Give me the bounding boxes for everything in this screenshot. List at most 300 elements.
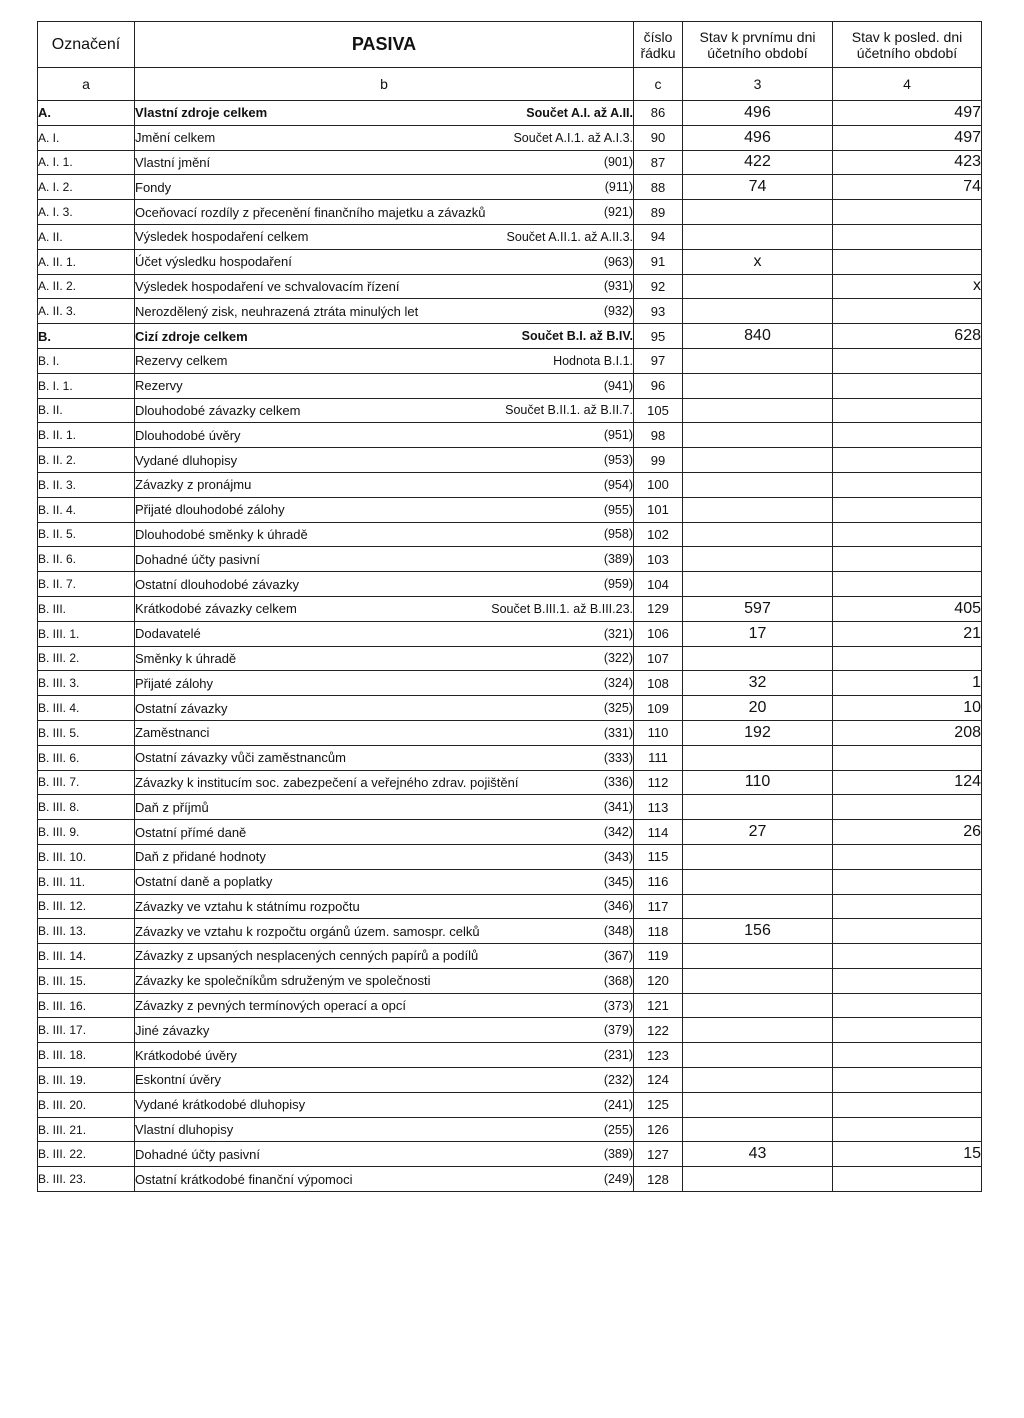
row-code: B. III. 7. [38, 770, 135, 795]
row-name-cell [135, 894, 634, 919]
row-code: B. [38, 324, 135, 349]
row-value-last-day [833, 472, 982, 497]
row-value-last-day: 497 [833, 125, 982, 150]
row-code: B. III. 18. [38, 1043, 135, 1068]
row-name: Závazky ve vztahu k státnímu rozpočtu [135, 898, 360, 914]
row-name-cell [135, 448, 634, 473]
row-value-last-day [833, 745, 982, 770]
row-value-last-day [833, 968, 982, 993]
row-account-ref: (331) [603, 725, 633, 740]
row-name: Ostatní daně a poplatky [135, 874, 273, 890]
row-account-ref: (345) [603, 874, 633, 889]
row-value-first-day: 27 [683, 820, 833, 845]
table-row [38, 547, 982, 572]
row-code: B. II. 1. [38, 423, 135, 448]
row-name-cell [135, 795, 634, 820]
table-row [38, 919, 982, 944]
row-name-cell [135, 844, 634, 869]
row-code: A. I. [38, 125, 135, 150]
row-code: B. III. 16. [38, 993, 135, 1018]
row-number: 92 [634, 274, 683, 299]
row-code: B. III. [38, 596, 135, 621]
header-oznaceni: Označení [38, 22, 135, 68]
row-value-first-day [683, 472, 833, 497]
table-row [38, 572, 982, 597]
table-row [38, 200, 982, 225]
row-code: A. I. 3. [38, 200, 135, 225]
table-row [38, 795, 982, 820]
row-value-first-day [683, 869, 833, 894]
table-body [38, 101, 982, 1192]
row-code: A. II. 3. [38, 299, 135, 324]
row-value-last-day [833, 1068, 982, 1093]
table-row [38, 596, 982, 621]
row-name: Dlouhodobé směnky k úhradě [135, 526, 308, 542]
row-value-last-day [833, 944, 982, 969]
row-value-last-day [833, 894, 982, 919]
table-row [38, 522, 982, 547]
row-number: 124 [634, 1068, 683, 1093]
row-name-cell [135, 671, 634, 696]
header-row [38, 22, 982, 68]
row-value-last-day [833, 299, 982, 324]
row-value-first-day [683, 1167, 833, 1192]
row-value-last-day: x [833, 274, 982, 299]
table-row [38, 1167, 982, 1192]
row-name: Ostatní závazky vůči zaměstnancům [135, 750, 346, 766]
row-value-first-day [683, 348, 833, 373]
row-number: 88 [634, 175, 683, 200]
row-value-last-day [833, 448, 982, 473]
row-name-cell [135, 200, 634, 225]
row-value-last-day: 21 [833, 621, 982, 646]
subheader-4: 4 [833, 68, 982, 101]
row-value-last-day [833, 1167, 982, 1192]
row-number: 126 [634, 1117, 683, 1142]
row-account-ref: (373) [603, 998, 633, 1013]
row-value-last-day [833, 200, 982, 225]
row-account-ref: (325) [603, 701, 633, 716]
row-number: 103 [634, 547, 683, 572]
row-code: B. II. 7. [38, 572, 135, 597]
row-code: B. III. 20. [38, 1092, 135, 1117]
row-number: 97 [634, 348, 683, 373]
row-code: B. III. 17. [38, 1018, 135, 1043]
row-name: Fondy [135, 179, 172, 195]
row-number: 102 [634, 522, 683, 547]
row-name-cell [135, 101, 634, 126]
row-code: B. II. 2. [38, 448, 135, 473]
row-value-last-day: 26 [833, 820, 982, 845]
row-name-cell [135, 1142, 634, 1167]
row-name: Rezervy [135, 378, 183, 394]
row-value-last-day [833, 224, 982, 249]
row-value-first-day [683, 944, 833, 969]
row-value-last-day: 15 [833, 1142, 982, 1167]
row-name: Dlouhodobé závazky celkem [135, 402, 301, 418]
row-number: 104 [634, 572, 683, 597]
row-name-cell [135, 1092, 634, 1117]
row-code: B. II. 4. [38, 497, 135, 522]
row-code: B. I. [38, 348, 135, 373]
row-value-last-day [833, 547, 982, 572]
row-value-first-day [683, 1068, 833, 1093]
row-account-ref: Hodnota B.I.1. [553, 353, 633, 368]
row-number: 96 [634, 373, 683, 398]
row-value-first-day [683, 1117, 833, 1142]
header-stav-last-day [833, 22, 982, 68]
row-value-last-day: 423 [833, 150, 982, 175]
row-code: A. I. 1. [38, 150, 135, 175]
row-number: 106 [634, 621, 683, 646]
row-name-cell [135, 1117, 634, 1142]
row-name: Rezervy celkem [135, 353, 228, 369]
row-number: 113 [634, 795, 683, 820]
row-value-last-day [833, 1117, 982, 1142]
table-row [38, 274, 982, 299]
row-account-ref: (953) [603, 453, 633, 468]
row-code: B. III. 2. [38, 646, 135, 671]
row-value-first-day [683, 745, 833, 770]
row-number: 110 [634, 720, 683, 745]
subheader-a: a [38, 68, 135, 101]
row-name-cell [135, 1043, 634, 1068]
row-value-first-day [683, 894, 833, 919]
row-account-ref: Součet A.I. až A.II. [526, 105, 633, 120]
row-number: 125 [634, 1092, 683, 1117]
header-stav-first-day [683, 22, 833, 68]
row-value-first-day [683, 1092, 833, 1117]
row-account-ref: (931) [603, 279, 633, 294]
header-stav2-line2: účetního období [856, 44, 958, 61]
header-cislo-radku [634, 22, 683, 68]
subheader-3: 3 [683, 68, 833, 101]
table-row [38, 894, 982, 919]
row-code: B. III. 1. [38, 621, 135, 646]
table-row [38, 101, 982, 126]
row-value-first-day [683, 1018, 833, 1043]
table-row [38, 1018, 982, 1043]
row-name: Jiné závazky [135, 1022, 210, 1038]
row-account-ref: (932) [603, 304, 633, 319]
row-number: 129 [634, 596, 683, 621]
row-account-ref: (368) [603, 973, 633, 988]
row-name: Vlastní dluhopisy [135, 1122, 234, 1138]
row-number: 115 [634, 844, 683, 869]
row-number: 111 [634, 745, 683, 770]
row-account-ref: (959) [603, 577, 633, 592]
row-account-ref: (389) [603, 1147, 633, 1162]
table-row [38, 125, 982, 150]
row-name-cell [135, 125, 634, 150]
row-value-first-day [683, 200, 833, 225]
row-account-ref: (911) [604, 180, 633, 195]
row-account-ref: Součet B.I. až B.IV. [521, 329, 633, 344]
row-name-cell [135, 547, 634, 572]
row-value-first-day: 43 [683, 1142, 833, 1167]
row-value-first-day [683, 299, 833, 324]
row-value-first-day [683, 224, 833, 249]
row-value-first-day: 192 [683, 720, 833, 745]
row-account-ref: (333) [603, 750, 633, 765]
row-name: Výsledek hospodaření ve schvalovacím řízení [135, 278, 400, 294]
row-name: Ostatní přímé daně [135, 824, 247, 840]
row-account-ref: (954) [603, 477, 633, 492]
row-number: 89 [634, 200, 683, 225]
table-row [38, 224, 982, 249]
row-name: Ostatní závazky [135, 700, 228, 716]
row-number: 105 [634, 398, 683, 423]
row-value-first-day [683, 398, 833, 423]
row-value-first-day: 840 [683, 324, 833, 349]
row-value-first-day [683, 522, 833, 547]
row-name: Závazky z pronájmu [135, 477, 252, 493]
row-value-last-day: 628 [833, 324, 982, 349]
header-stav1-line2: účetního období [707, 44, 808, 61]
row-account-ref: (336) [603, 775, 633, 790]
row-code: A. II. [38, 224, 135, 249]
row-number: 119 [634, 944, 683, 969]
row-name-cell [135, 572, 634, 597]
row-value-last-day [833, 249, 982, 274]
row-code: B. III. 3. [38, 671, 135, 696]
row-name: Dohadné účty pasivní [135, 551, 261, 567]
row-value-first-day [683, 646, 833, 671]
row-value-last-day [833, 795, 982, 820]
row-number: 128 [634, 1167, 683, 1192]
row-name-cell [135, 373, 634, 398]
header-stav1-line1: Stav k prvnímu dni [699, 28, 816, 45]
row-account-ref: (231) [603, 1048, 633, 1063]
balance-sheet-liabilities-table [37, 21, 982, 1192]
row-value-last-day [833, 398, 982, 423]
row-name-cell [135, 596, 634, 621]
row-name-cell [135, 150, 634, 175]
row-code: B. II. 5. [38, 522, 135, 547]
row-code: B. III. 14. [38, 944, 135, 969]
row-value-last-day [833, 348, 982, 373]
table-row [38, 150, 982, 175]
row-value-first-day [683, 274, 833, 299]
row-number: 127 [634, 1142, 683, 1167]
row-value-first-day [683, 423, 833, 448]
row-name-cell [135, 274, 634, 299]
row-account-ref: (958) [603, 527, 633, 542]
row-name-cell [135, 175, 634, 200]
row-number: 112 [634, 770, 683, 795]
row-name: Vlastní zdroje celkem [135, 105, 268, 121]
row-account-ref: (921) [603, 205, 633, 220]
row-value-last-day [833, 1018, 982, 1043]
header-pasiva: PASIVA [135, 22, 634, 68]
subheader-c: c [634, 68, 683, 101]
table-row [38, 770, 982, 795]
header-stav2-line1: Stav k posled. dni [851, 28, 963, 45]
row-value-first-day: 32 [683, 671, 833, 696]
row-name-cell [135, 621, 634, 646]
row-name: Dohadné účty pasivní [135, 1146, 261, 1162]
row-value-last-day: 74 [833, 175, 982, 200]
row-account-ref: (367) [603, 948, 633, 963]
subheader-b: b [135, 68, 634, 101]
table-row [38, 993, 982, 1018]
row-number: 94 [634, 224, 683, 249]
row-account-ref: (322) [603, 651, 633, 666]
row-name-cell [135, 522, 634, 547]
row-value-last-day [833, 522, 982, 547]
row-name-cell [135, 869, 634, 894]
row-value-last-day: 208 [833, 720, 982, 745]
row-code: B. III. 8. [38, 795, 135, 820]
row-code: A. I. 2. [38, 175, 135, 200]
row-value-last-day [833, 993, 982, 1018]
row-code: B. I. 1. [38, 373, 135, 398]
row-account-ref: (255) [603, 1122, 633, 1137]
row-value-first-day [683, 1043, 833, 1068]
row-account-ref: (342) [603, 825, 633, 839]
row-value-last-day: 1 [833, 671, 982, 696]
row-code: B. II. 3. [38, 472, 135, 497]
table-row [38, 820, 982, 845]
row-value-last-day [833, 844, 982, 869]
row-value-first-day [683, 795, 833, 820]
row-code: B. III. 10. [38, 844, 135, 869]
subheader-row [38, 68, 982, 101]
row-account-ref: (901) [603, 155, 633, 170]
row-code: A. [38, 101, 135, 126]
row-name: Závazky k institucím soc. zabezpečení a veřejného zdrav. pojištění [135, 774, 519, 790]
row-code: B. III. 21. [38, 1117, 135, 1142]
row-name-cell [135, 497, 634, 522]
row-value-last-day [833, 497, 982, 522]
row-account-ref: (963) [603, 254, 633, 269]
row-code: B. III. 11. [38, 869, 135, 894]
row-account-ref: (951) [603, 428, 633, 443]
row-name: Přijaté dlouhodobé zálohy [135, 502, 285, 518]
row-name-cell [135, 944, 634, 969]
row-number: 123 [634, 1043, 683, 1068]
row-name: Cizí zdroje celkem [135, 328, 248, 344]
row-number: 98 [634, 423, 683, 448]
row-value-first-day [683, 448, 833, 473]
row-account-ref: Součet B.III.1. až B.III.23. [491, 601, 633, 616]
row-value-last-day [833, 919, 982, 944]
row-number: 101 [634, 497, 683, 522]
row-name: Dodavatelé [135, 626, 201, 642]
header-cislo-line2: řádku [640, 44, 676, 61]
row-number: 117 [634, 894, 683, 919]
row-value-last-day [833, 869, 982, 894]
row-name: Daň z příjmů [135, 799, 209, 815]
row-number: 86 [634, 101, 683, 126]
table-row [38, 497, 982, 522]
row-name-cell [135, 993, 634, 1018]
row-name-cell [135, 1167, 634, 1192]
row-name: Ostatní dlouhodobé závazky [135, 576, 300, 592]
row-code: B. II. [38, 398, 135, 423]
table-row [38, 1068, 982, 1093]
row-account-ref: (249) [603, 1172, 633, 1187]
table-row [38, 373, 982, 398]
row-name: Vlastní jmění [135, 154, 211, 170]
table-row [38, 249, 982, 274]
row-name: Závazky ke společníkům sdruženým ve společnosti [135, 973, 431, 989]
row-value-last-day: 497 [833, 101, 982, 126]
row-name-cell [135, 770, 634, 795]
table-row [38, 299, 982, 324]
row-value-last-day [833, 1092, 982, 1117]
row-number: 90 [634, 125, 683, 150]
row-value-first-day [683, 993, 833, 1018]
row-value-first-day [683, 844, 833, 869]
table-row [38, 472, 982, 497]
row-name-cell [135, 1018, 634, 1043]
row-number: 93 [634, 299, 683, 324]
row-value-first-day: 496 [683, 125, 833, 150]
row-number: 100 [634, 472, 683, 497]
row-code: B. III. 4. [38, 696, 135, 721]
row-account-ref: Součet A.I.1. až A.I.3. [513, 130, 633, 145]
table-row [38, 1142, 982, 1167]
row-value-first-day: 496 [683, 101, 833, 126]
row-number: 87 [634, 150, 683, 175]
row-name-cell [135, 1068, 634, 1093]
row-value-last-day [833, 1043, 982, 1068]
table-row [38, 175, 982, 200]
row-value-first-day: 597 [683, 596, 833, 621]
row-code: B. III. 15. [38, 968, 135, 993]
row-name: Krátkodobé závazky celkem [135, 601, 297, 617]
row-name: Eskontní úvěry [135, 1072, 221, 1088]
row-value-last-day: 405 [833, 596, 982, 621]
row-value-first-day: 110 [683, 770, 833, 795]
row-name: Účet výsledku hospodaření [135, 254, 292, 270]
row-number: 91 [634, 249, 683, 274]
row-number: 122 [634, 1018, 683, 1043]
row-account-ref: Součet B.II.1. až B.II.7. [505, 403, 633, 418]
row-name: Jmění celkem [135, 130, 216, 146]
header-cislo-line1: číslo [643, 28, 673, 45]
row-name: Vydané dluhopisy [135, 452, 238, 468]
row-name-cell [135, 646, 634, 671]
row-number: 114 [634, 820, 683, 845]
row-name-cell [135, 299, 634, 324]
row-value-last-day: 124 [833, 770, 982, 795]
row-name: Krátkodobé úvěry [135, 1047, 237, 1063]
table-row [38, 1043, 982, 1068]
row-name: Přijaté zálohy [135, 675, 214, 691]
row-name-cell [135, 968, 634, 993]
table-row [38, 324, 982, 349]
row-value-first-day [683, 968, 833, 993]
row-name-cell [135, 696, 634, 721]
row-name-cell [135, 398, 634, 423]
row-name: Závazky ve vztahu k rozpočtu orgánů územ. samospr. celků [135, 923, 480, 939]
row-value-last-day: 10 [833, 696, 982, 721]
row-name: Vydané krátkodobé dluhopisy [135, 1097, 306, 1113]
row-number: 116 [634, 869, 683, 894]
row-code: B. II. 6. [38, 547, 135, 572]
table-row [38, 745, 982, 770]
row-value-first-day: 17 [683, 621, 833, 646]
row-code: A. II. 2. [38, 274, 135, 299]
row-account-ref: (379) [603, 1023, 633, 1038]
row-value-first-day [683, 497, 833, 522]
row-value-first-day [683, 373, 833, 398]
table-row [38, 1092, 982, 1117]
row-code: B. III. 9. [38, 820, 135, 845]
row-value-first-day: x [683, 249, 833, 274]
